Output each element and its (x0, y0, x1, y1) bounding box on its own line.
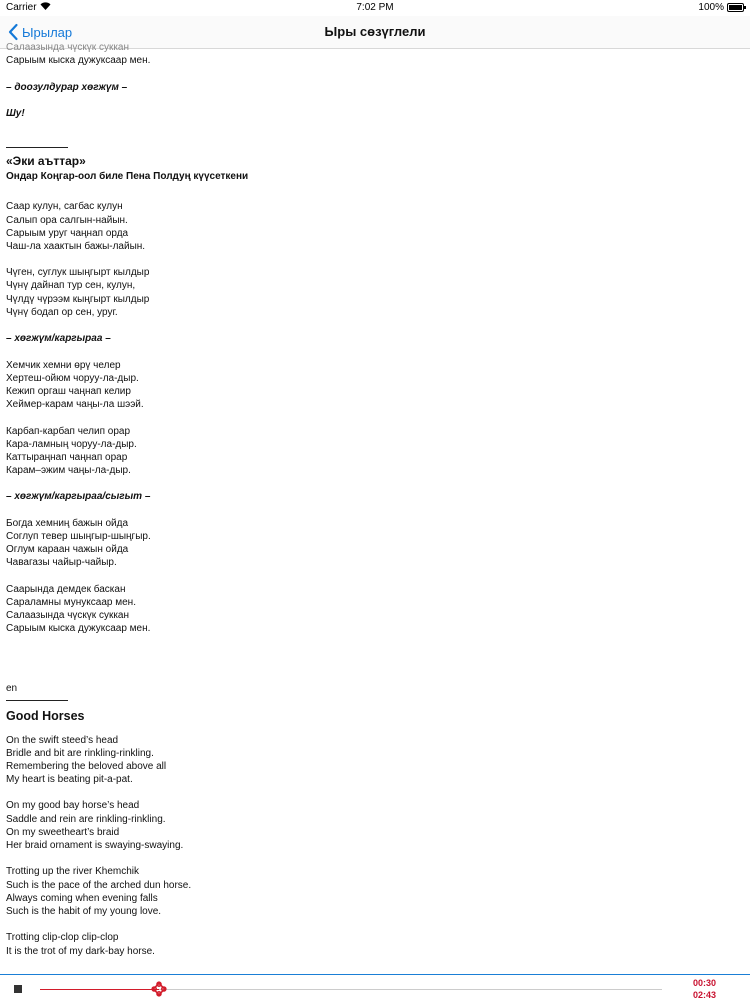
lyric-line: Салаазында чүскүк суккан (6, 42, 130, 53)
music-marker: – хөгжүм/каргыраа/сыгыт – (6, 491, 151, 503)
carrier-label: Carrier (6, 2, 37, 13)
status-bar (0, 0, 750, 16)
lyric-line: Саар кулун, сагбас кулун (6, 201, 123, 213)
lyric-line: Чүлдү чүрээм кыңгырт кылдыр (6, 293, 150, 305)
song-title: «Эки аъттар» (6, 154, 86, 169)
music-marker: – доозулдурар хөгжүм – (6, 81, 128, 93)
lyric-line: Хертеш-ойюм чоруу-ла-дыр. (6, 372, 139, 384)
battery-icon (727, 3, 744, 12)
lyric-line: Карам–эжим чаңы-ла-дыр. (6, 465, 131, 477)
lyric-line: Чаш-ла хаактын бажы-лайын. (6, 240, 146, 252)
lyric-line: Каттыраңнап чаңнап орар (6, 451, 128, 463)
lyric-line: Чүнү дайнап тур сен, кулун, (6, 280, 136, 292)
lyric-line: Салып ора салгын-найын. (6, 214, 128, 226)
lyric-line: Оглум караан чажын ойда (6, 544, 129, 556)
lyric-line: It is the trot of my dark-bay horse. (6, 945, 155, 957)
lyric-line: Bridle and bit are rinkling-rinkling. (6, 747, 154, 759)
lyric-line: Чүген, суглук шыңгырт кылдыр (6, 267, 150, 279)
lyric-line: Such is the pace of the arched dun horse. (6, 879, 192, 891)
section-divider (6, 700, 68, 701)
lyric-line: Always coming when evening falls (6, 892, 158, 904)
music-marker: Шу! (6, 107, 25, 119)
lyric-line: Карбап-карбап челип орар (6, 425, 131, 437)
language-tag: en (6, 682, 18, 694)
lyric-line: On my sweetheart’s braid (6, 826, 120, 838)
song-title-english: Good Horses (6, 708, 85, 723)
stop-button[interactable] (14, 985, 22, 993)
progress-slider[interactable] (40, 989, 662, 990)
lyric-line: Сарыым кыска дужуксаар мен. (6, 55, 151, 67)
clock: 7:02 PM (356, 2, 394, 13)
progress-fill (40, 989, 159, 990)
song-subtitle: Ондар Коңгар-оол биле Пена Полдуң күүсеткени (6, 171, 249, 183)
audio-player (0, 974, 750, 1001)
lyric-line: Чавагазы чайыр-чайыр. (6, 557, 117, 569)
lyric-line: Хемчик хемни өрү челер (6, 359, 121, 371)
lyric-line: Сараламны мунуксаар мен. (6, 596, 136, 608)
lyric-line: My heart is beating pit-a-pat. (6, 774, 133, 786)
lyric-line: Сарыым уруг чаңнап орда (6, 227, 129, 239)
lyrics-text (6, 41, 736, 958)
lyric-line: Соглуп тевер шыңгыр-шыңгыр. (6, 531, 151, 542)
lyric-line: On the swift steed’s head (6, 734, 119, 746)
lyric-line: Trotting up the river Khemchik (6, 866, 140, 878)
back-button-label: Ырылар (22, 24, 73, 40)
lyric-line: Сарыым кыска дужуксаар мен. (6, 623, 151, 635)
page-title: Ыры сөзүглели (324, 24, 426, 39)
lyric-line: Хеймер-карам чаңы-ла шээй. (6, 399, 144, 411)
lyric-line: Саарында демдек баскан (6, 583, 126, 595)
battery-percent: 100% (698, 2, 724, 13)
lyrics-scroll-view[interactable] (0, 42, 750, 974)
lyric-line: Кежип оргаш чаңнап келир (6, 385, 131, 397)
lyric-line: Богда хемниң бажын ойда (6, 517, 129, 529)
lyric-line: Кара-ламның чоруу-ла-дыр. (6, 438, 137, 450)
lyric-line: Салаазында чүскүк суккан (6, 610, 130, 622)
section-divider (6, 147, 68, 148)
lyric-line: Trotting clip-clop clip-clop (6, 932, 119, 944)
endless-knot-icon[interactable] (151, 981, 167, 997)
lyric-line: Saddle and rein are rinkling-rinkling. (6, 813, 166, 825)
lyric-line: Such is the habit of my young love. (6, 905, 162, 917)
lyric-line: Remembering the beloved above all (6, 760, 167, 772)
lyric-line: On my good bay horse’s head (6, 800, 140, 812)
music-marker: – хөгжүм/каргыраа – (6, 333, 111, 345)
lyric-line: Her braid ornament is swaying-swaying. (6, 840, 184, 851)
lyric-line: Чүнү бодап ор сен, уруг. (6, 306, 118, 318)
time-total: 02:43 (692, 990, 716, 1000)
time-elapsed: 00:30 (692, 978, 716, 988)
